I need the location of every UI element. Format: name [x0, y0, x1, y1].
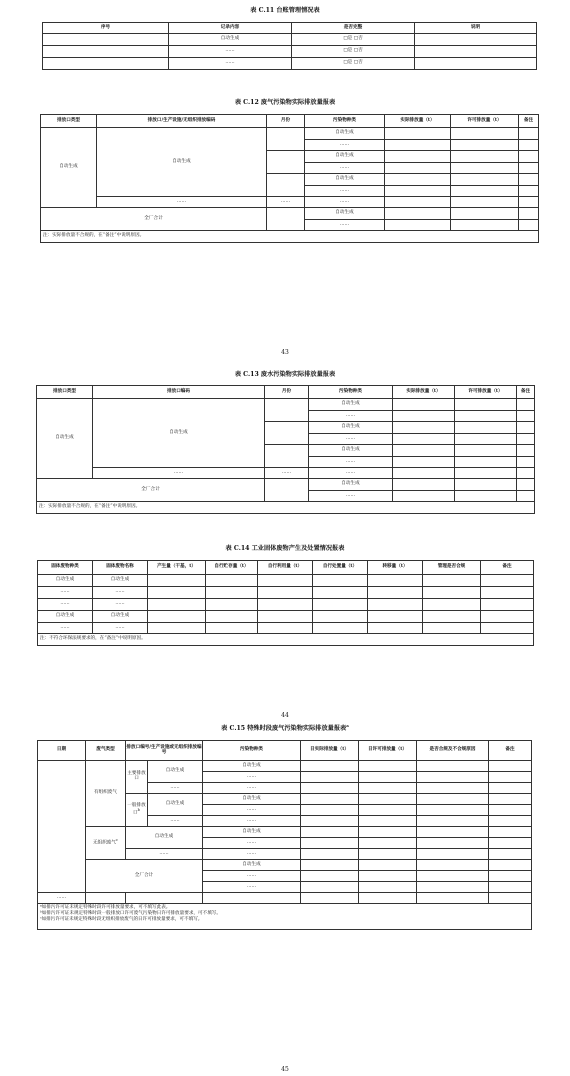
table-cell [148, 611, 206, 623]
unorganized-gas-cell [86, 827, 126, 860]
outlet-code-cell: …… [148, 816, 203, 827]
table-cell [385, 197, 451, 208]
table-cell: …… [169, 46, 292, 58]
table-cell [43, 46, 169, 58]
month-cell [267, 151, 305, 174]
header-cell: 备注 [519, 115, 539, 128]
table-cell [519, 174, 539, 186]
table-cell [359, 849, 417, 860]
table-cell [489, 827, 532, 838]
table-cell [451, 208, 519, 220]
table-cell [489, 761, 532, 772]
table-cell [393, 422, 455, 434]
table-cell [517, 399, 535, 411]
pollutant-cell: 自动生成 [309, 479, 393, 491]
month-cell [267, 128, 305, 151]
header-cell: 备注 [517, 386, 535, 399]
table-cell [43, 34, 169, 46]
table-cell [359, 772, 417, 783]
footnote-mark: c [116, 838, 118, 843]
table-cell [489, 849, 532, 860]
general-outlet-cell [126, 794, 148, 827]
table-cell [393, 445, 455, 457]
page-number: 44 [281, 712, 289, 719]
table-c15-caption [0, 723, 570, 732]
table-cell [423, 587, 481, 599]
pollutant-cell: …… [203, 849, 301, 860]
month-cell [265, 479, 309, 502]
table-cell [393, 479, 455, 491]
table-cell [519, 151, 539, 163]
pollutant-cell: …… [309, 411, 393, 422]
table-note: 注：实际排放量不合规的，在“备注”中说明原因。 [41, 231, 539, 243]
table-cell [455, 479, 517, 491]
month-cell [265, 422, 309, 445]
table-cell [519, 140, 539, 151]
table-cell [43, 58, 169, 70]
pollutant-cell: …… [305, 197, 385, 208]
header-cell: 记录内容 [169, 23, 292, 34]
table-cell [206, 611, 258, 623]
table-cell: …… [38, 587, 93, 599]
main-outlet-cell: 主要排放口 [126, 761, 148, 794]
table-cell [517, 445, 535, 457]
table-cell [489, 882, 532, 893]
header-cell: 是否合规及不合规原因 [417, 741, 489, 761]
table-cell [359, 838, 417, 849]
table-cell [301, 893, 359, 904]
table-cell [359, 827, 417, 838]
pollutant-cell: …… [305, 140, 385, 151]
pollutant-cell: …… [203, 882, 301, 893]
table-cell [489, 772, 532, 783]
table-cell [451, 163, 519, 174]
pollutant-cell: 自动生成 [203, 827, 301, 838]
header-cell: 是否完整 [292, 23, 415, 34]
table-cell [393, 468, 455, 479]
table-cell [301, 772, 359, 783]
header-cell: 月份 [265, 386, 309, 399]
table-cell [313, 587, 368, 599]
table-cell [385, 208, 451, 220]
table-cell [455, 411, 517, 422]
table-cell [519, 186, 539, 197]
table-cell [417, 783, 489, 794]
table-cell [415, 58, 537, 70]
total-cell: 全厂合计 [86, 860, 203, 893]
table-cell [481, 611, 534, 623]
table-cell [359, 871, 417, 882]
table-cell [455, 491, 517, 502]
table-cell [517, 491, 535, 502]
header-cell: 污染物种类 [203, 741, 301, 761]
table-cell [489, 805, 532, 816]
table-cell: 自动生成 [93, 611, 148, 623]
date-cell [38, 761, 86, 893]
table-cell [313, 575, 368, 587]
table-cell [455, 422, 517, 434]
table-cell [301, 860, 359, 871]
table-cell [385, 186, 451, 197]
table-cell [489, 783, 532, 794]
header-cell: 废气类型 [86, 741, 126, 761]
table-cell [455, 468, 517, 479]
pollutant-cell: 自动生成 [305, 174, 385, 186]
table-cell [148, 575, 206, 587]
table-cell [517, 411, 535, 422]
pollutant-cell: 自动生成 [309, 399, 393, 411]
table-cell [301, 816, 359, 827]
table-cell [301, 783, 359, 794]
table-cell [415, 34, 537, 46]
table-cell: 自动生成 [169, 34, 292, 46]
table-cell [517, 422, 535, 434]
table-c12 [40, 114, 539, 243]
table-cell [313, 611, 368, 623]
table-cell [489, 871, 532, 882]
table-cell [393, 399, 455, 411]
table-cell [517, 468, 535, 479]
table-cell [301, 827, 359, 838]
outlet-code-cell: 自动生成 [93, 399, 265, 468]
table-cell [368, 599, 423, 611]
table-notes [38, 904, 532, 930]
table-cell [417, 838, 489, 849]
table-cell [393, 457, 455, 468]
pollutant-cell: …… [203, 838, 301, 849]
pollutant-cell: …… [203, 805, 301, 816]
header-cell: 日实际排放量（t） [301, 741, 359, 761]
table-cell: …… [93, 599, 148, 611]
header-cell: 排放口编号/生产设施或无组织排放编号 [126, 741, 203, 761]
table-cell: 自动生成 [93, 575, 148, 587]
table-cell [451, 220, 519, 231]
table-cell [423, 623, 481, 634]
header-cell: 日许可排放量（t） [359, 741, 417, 761]
table-cell [415, 46, 537, 58]
table-cell [385, 163, 451, 174]
table-cell [423, 599, 481, 611]
table-cell [519, 220, 539, 231]
table-c13-caption: 表 C.13 废水污染物实际排放量报表 [234, 371, 336, 378]
table-cell: 自动生成 [38, 575, 93, 587]
footnote: ᵃ如排污许可证未规定特殊时段许可排放量要求，可不填写此表。 [40, 905, 171, 910]
table-cell [489, 860, 532, 871]
table-cell: 自动生成 [38, 611, 93, 623]
pollutant-cell: …… [203, 783, 301, 794]
pollutant-cell: 自动生成 [309, 422, 393, 434]
table-cell [368, 587, 423, 599]
table-cell [417, 849, 489, 860]
table-cell [385, 140, 451, 151]
header-cell: 污染物种类 [309, 386, 393, 399]
outlet-type-cell: 自动生成 [41, 128, 97, 208]
header-cell: 自行利用量（t） [258, 561, 313, 575]
footnote: ᵇ如排污许可证未规定特殊时段一般排放口许可废气污染物日许可排放量要求，可不填写。 [40, 911, 221, 917]
table-cell [489, 816, 532, 827]
table-cell [385, 220, 451, 231]
table-cell [206, 599, 258, 611]
pollutant-cell: …… [203, 772, 301, 783]
pollutant-cell: 自动生成 [309, 445, 393, 457]
outlet-code-cell: 自动生成 [148, 794, 203, 816]
header-cell: 固体废物名称 [93, 561, 148, 575]
table-cell [86, 893, 126, 904]
table-cell [517, 434, 535, 445]
table-cell [258, 623, 313, 634]
pollutant-cell: 自动生成 [305, 208, 385, 220]
table-cell [258, 599, 313, 611]
header-cell: 实际排放量（t） [393, 386, 455, 399]
table-cell [481, 623, 534, 634]
outlet-code-cell: …… [93, 468, 265, 479]
table-cell [423, 611, 481, 623]
header-cell: 许可排放量（t） [451, 115, 519, 128]
header-cell: 备注 [489, 741, 532, 761]
table-cell [481, 599, 534, 611]
table-cell [417, 827, 489, 838]
pollutant-cell: 自动生成 [305, 151, 385, 163]
table-cell: □是 □否 [292, 58, 415, 70]
pollutant-cell: 自动生成 [203, 860, 301, 871]
table-cell [417, 761, 489, 772]
table-cell [417, 882, 489, 893]
table-cell [417, 893, 489, 904]
table-cell [517, 457, 535, 468]
table-cell [417, 871, 489, 882]
table-cell [359, 860, 417, 871]
table-cell [455, 445, 517, 457]
table-cell [451, 186, 519, 197]
table-cell [301, 761, 359, 772]
header-cell: 排放口类型 [41, 115, 97, 128]
table-cell: …… [93, 623, 148, 634]
table-cell [301, 794, 359, 805]
table-cell [301, 882, 359, 893]
table-cell [385, 128, 451, 140]
table-cell [206, 587, 258, 599]
table-cell [301, 849, 359, 860]
pollutant-cell: …… [309, 457, 393, 468]
table-cell: □是 □否 [292, 46, 415, 58]
table-cell [148, 587, 206, 599]
pollutant-cell: 自动生成 [203, 794, 301, 805]
table-cell [393, 411, 455, 422]
table-cell [126, 893, 203, 904]
table-cell [359, 794, 417, 805]
table-c11-caption: 表 C.11 台账管理情况表 [250, 7, 320, 14]
table-cell [417, 805, 489, 816]
header-cell: 污染物种类 [305, 115, 385, 128]
table-cell [519, 208, 539, 220]
table-cell [417, 772, 489, 783]
table-cell [359, 805, 417, 816]
header-cell: 说明 [415, 23, 537, 34]
header-cell: 日期 [38, 741, 86, 761]
general-outlet-label: 一般排放口 [127, 802, 146, 816]
page-number: 45 [281, 1066, 289, 1073]
table-cell [385, 174, 451, 186]
table-cell: …… [169, 58, 292, 70]
table-cell [451, 197, 519, 208]
pollutant-cell: …… [309, 434, 393, 445]
table-c14-caption: 表 C.14 工业固体废物产生及处置情况报表 [225, 545, 345, 552]
header-cell: 实际排放量（t） [385, 115, 451, 128]
header-cell: 月份 [267, 115, 305, 128]
table-cell [455, 457, 517, 468]
table-cell [451, 151, 519, 163]
caption-footnote-mark: a [346, 723, 349, 728]
pollutant-cell: …… [305, 220, 385, 231]
table-cell [359, 893, 417, 904]
outlet-code-cell: 自动生成 [126, 827, 203, 849]
header-cell: 管理是否合规 [423, 561, 481, 575]
header-cell: 排放口编码 [93, 386, 265, 399]
table-cell [148, 623, 206, 634]
pollutant-cell: …… [309, 468, 393, 479]
footnote: ᶜ如排污许可证未规定特殊时段无组织排放废气的日许可排放量要求，可不填写。 [40, 917, 203, 923]
header-cell: 备注 [481, 561, 534, 575]
pollutant-cell: …… [203, 871, 301, 882]
month-cell: …… [265, 468, 309, 479]
table-cell [489, 893, 532, 904]
outlet-code-cell: …… [97, 197, 267, 208]
table-cell [301, 805, 359, 816]
table-cell [451, 128, 519, 140]
month-cell [265, 399, 309, 422]
table-cell [359, 882, 417, 893]
header-cell: 自行处置量（t） [313, 561, 368, 575]
table-cell [519, 128, 539, 140]
header-cell: 产生量（干基，t） [148, 561, 206, 575]
table-c11 [42, 22, 537, 70]
table-cell [359, 783, 417, 794]
table-cell [313, 623, 368, 634]
table-cell [481, 587, 534, 599]
table-cell [393, 434, 455, 445]
header-cell: 排放口/生产设施/无组织排放编码 [97, 115, 267, 128]
table-c13 [36, 385, 535, 514]
table-cell [489, 838, 532, 849]
outlet-code-cell: 自动生成 [148, 761, 203, 783]
table-cell [206, 575, 258, 587]
table-cell [359, 816, 417, 827]
table-cell [368, 623, 423, 634]
table-cell [455, 434, 517, 445]
month-cell [267, 208, 305, 231]
outlet-code-cell: 自动生成 [97, 128, 267, 197]
table-cell [519, 163, 539, 174]
table-cell: …… [38, 599, 93, 611]
table-cell [519, 197, 539, 208]
table-cell [417, 794, 489, 805]
page-number: 43 [281, 349, 289, 356]
pollutant-cell: …… [309, 491, 393, 502]
outlet-type-cell: 自动生成 [37, 399, 93, 479]
table-cell [368, 611, 423, 623]
table-cell [368, 575, 423, 587]
table-cell [148, 599, 206, 611]
pollutant-cell: …… [305, 186, 385, 197]
outlet-code-cell: …… [148, 783, 203, 794]
table-cell [301, 838, 359, 849]
table-cell [313, 599, 368, 611]
table-cell [258, 575, 313, 587]
table-cell [385, 151, 451, 163]
header-cell: 序号 [43, 23, 169, 34]
table-cell [301, 871, 359, 882]
table-cell [455, 399, 517, 411]
table-cell: …… [93, 587, 148, 599]
table-cell [451, 174, 519, 186]
total-cell: 全厂合计 [41, 208, 267, 231]
header-cell: 排放口类型 [37, 386, 93, 399]
date-cell: …… [38, 893, 86, 904]
table-cell [203, 893, 301, 904]
table-cell [417, 860, 489, 871]
header-cell: 自行贮存量（t） [206, 561, 258, 575]
table-c12-caption: 表 C.12 废气污染物实际排放量报表 [234, 99, 336, 106]
table-note: 注：不符合环保法规要求的，在“备注”中说明原因。 [38, 634, 534, 646]
table-cell [393, 491, 455, 502]
table-cell [258, 611, 313, 623]
organized-gas-cell: 有组织废气 [86, 761, 126, 827]
table-cell [481, 575, 534, 587]
table-c14 [37, 560, 534, 646]
footnote-mark: b [137, 807, 140, 812]
total-cell: 全厂合计 [37, 479, 265, 502]
table-cell [489, 794, 532, 805]
month-cell: …… [267, 197, 305, 208]
header-cell: 固体废物种类 [38, 561, 93, 575]
table-cell [206, 623, 258, 634]
table-c15 [37, 740, 532, 930]
month-cell [265, 445, 309, 468]
pollutant-cell: …… [305, 163, 385, 174]
table-cell: …… [38, 623, 93, 634]
pollutant-cell: 自动生成 [203, 761, 301, 772]
pollutant-cell: 自动生成 [305, 128, 385, 140]
caption-text: 表 C.15 特殊时段废气污染物实际排放量报表 [221, 725, 347, 733]
unorganized-gas-label: 无组织废气 [93, 840, 116, 846]
table-cell [423, 575, 481, 587]
month-cell [267, 174, 305, 197]
table-cell [451, 140, 519, 151]
table-cell [417, 816, 489, 827]
header-cell: 许可排放量（t） [455, 386, 517, 399]
header-cell: 转移量（t） [368, 561, 423, 575]
table-cell: □是 □否 [292, 34, 415, 46]
table-cell [258, 587, 313, 599]
outlet-code-cell: …… [126, 849, 203, 860]
table-cell [517, 479, 535, 491]
pollutant-cell: …… [203, 816, 301, 827]
table-note: 注：实际排放量不合规的，在“备注”中说明原因。 [37, 502, 535, 514]
table-cell [359, 761, 417, 772]
